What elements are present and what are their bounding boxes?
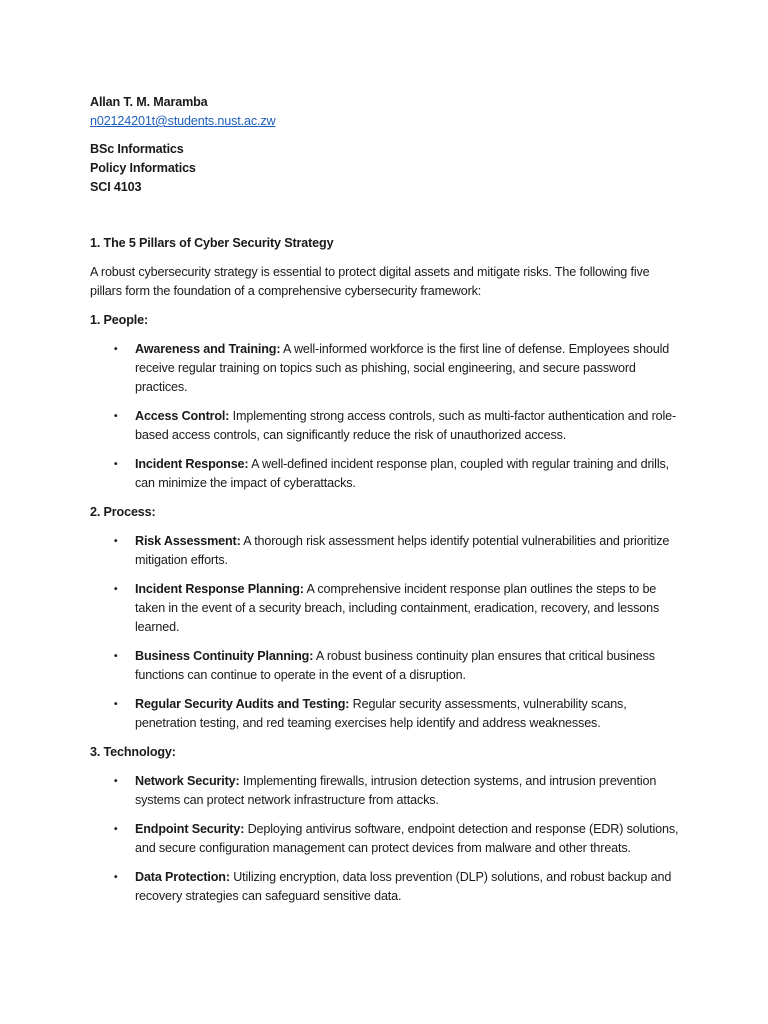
item-term: Awareness and Training:	[135, 342, 281, 356]
bullet-icon: •	[114, 344, 118, 355]
technology-list	[90, 772, 680, 906]
item-text: A comprehensive incident response plan outlines the steps to be taken in the event of a security breach, including containment, eradication, recovery, and lessons learned.	[135, 582, 660, 634]
people-list	[90, 340, 680, 493]
item-term: Risk Assessment:	[135, 534, 241, 548]
list-item	[90, 532, 680, 570]
course-code: SCI 4103	[90, 180, 142, 194]
item-term: Data Protection:	[135, 870, 230, 884]
item-text: A well-informed workforce is the first line of defense. Employees should receive regular training on topics such as phishing, social engineering, and secure password practices.	[135, 342, 670, 394]
document-body	[90, 93, 680, 916]
item-term: Incident Response:	[135, 457, 249, 471]
list-item	[90, 340, 680, 397]
document-heading: 1. The 5 Pillars of Cyber Security Strategy	[90, 236, 334, 250]
bullet-icon: •	[114, 776, 118, 787]
section-title-people: 1. People:	[90, 313, 148, 327]
list-item	[90, 695, 680, 733]
item-term: Access Control:	[135, 409, 230, 423]
item-text: A thorough risk assessment helps identify potential vulnerabilities and prioritize mitigation efforts.	[135, 534, 670, 567]
bullet-icon: •	[114, 824, 118, 835]
item-text: Utilizing encryption, data loss prevention (DLP) solutions, and robust backup and recovery strategies can safeguard sensitive data.	[135, 870, 672, 903]
list-item	[90, 647, 680, 685]
process-list	[90, 532, 680, 733]
bullet-icon: •	[114, 411, 118, 422]
bullet-icon: •	[114, 536, 118, 547]
list-item	[90, 820, 680, 858]
bullet-icon: •	[114, 872, 118, 883]
bullet-icon: •	[114, 459, 118, 470]
item-term: Business Continuity Planning:	[135, 649, 314, 663]
intro-paragraph: A robust cybersecurity strategy is essential to protect digital assets and mitigate risks. The following five pillars form the foundation of a comprehensive cybersecurity framework:	[90, 265, 650, 298]
item-text: Regular security assessments, vulnerability scans, penetration testing, and red teaming exercises help identify and address weaknesses.	[135, 697, 627, 730]
item-text: A well-defined incident response plan, coupled with regular training and drills, can minimize the impact of cyberattacks.	[135, 457, 669, 490]
item-term: Regular Security Audits and Testing:	[135, 697, 350, 711]
course-program: BSc Informatics	[90, 142, 184, 156]
item-text: Implementing firewalls, intrusion detection systems, and intrusion prevention systems can protect network infrastructure from attacks.	[135, 774, 657, 807]
course-subject: Policy Informatics	[90, 161, 196, 175]
section-title-process: 2. Process:	[90, 505, 156, 519]
bullet-icon: •	[114, 584, 118, 595]
bullet-icon: •	[114, 651, 118, 662]
list-item	[90, 868, 680, 906]
author-name: Allan T. M. Maramba	[90, 95, 208, 109]
author-email-link[interactable]: n02124201t@students.nust.ac.zw	[90, 114, 276, 128]
item-text: Implementing strong access controls, such as multi-factor authentication and role-based access controls, can significantly reduce the risk of unauthorized access.	[135, 409, 677, 442]
item-text: Deploying antivirus software, endpoint detection and response (EDR) solutions, and secure configuration management can protect devices from malware and other threats.	[135, 822, 679, 855]
item-text: A robust business continuity plan ensures that critical business functions can continue to operate in the event of a disruption.	[135, 649, 655, 682]
list-item	[90, 407, 680, 445]
bullet-icon: •	[114, 699, 118, 710]
list-item	[90, 772, 680, 810]
section-title-technology: 3. Technology:	[90, 745, 176, 759]
item-term: Network Security:	[135, 774, 240, 788]
list-item	[90, 455, 680, 493]
item-term: Incident Response Planning:	[135, 582, 304, 596]
list-item	[90, 580, 680, 637]
item-term: Endpoint Security:	[135, 822, 245, 836]
